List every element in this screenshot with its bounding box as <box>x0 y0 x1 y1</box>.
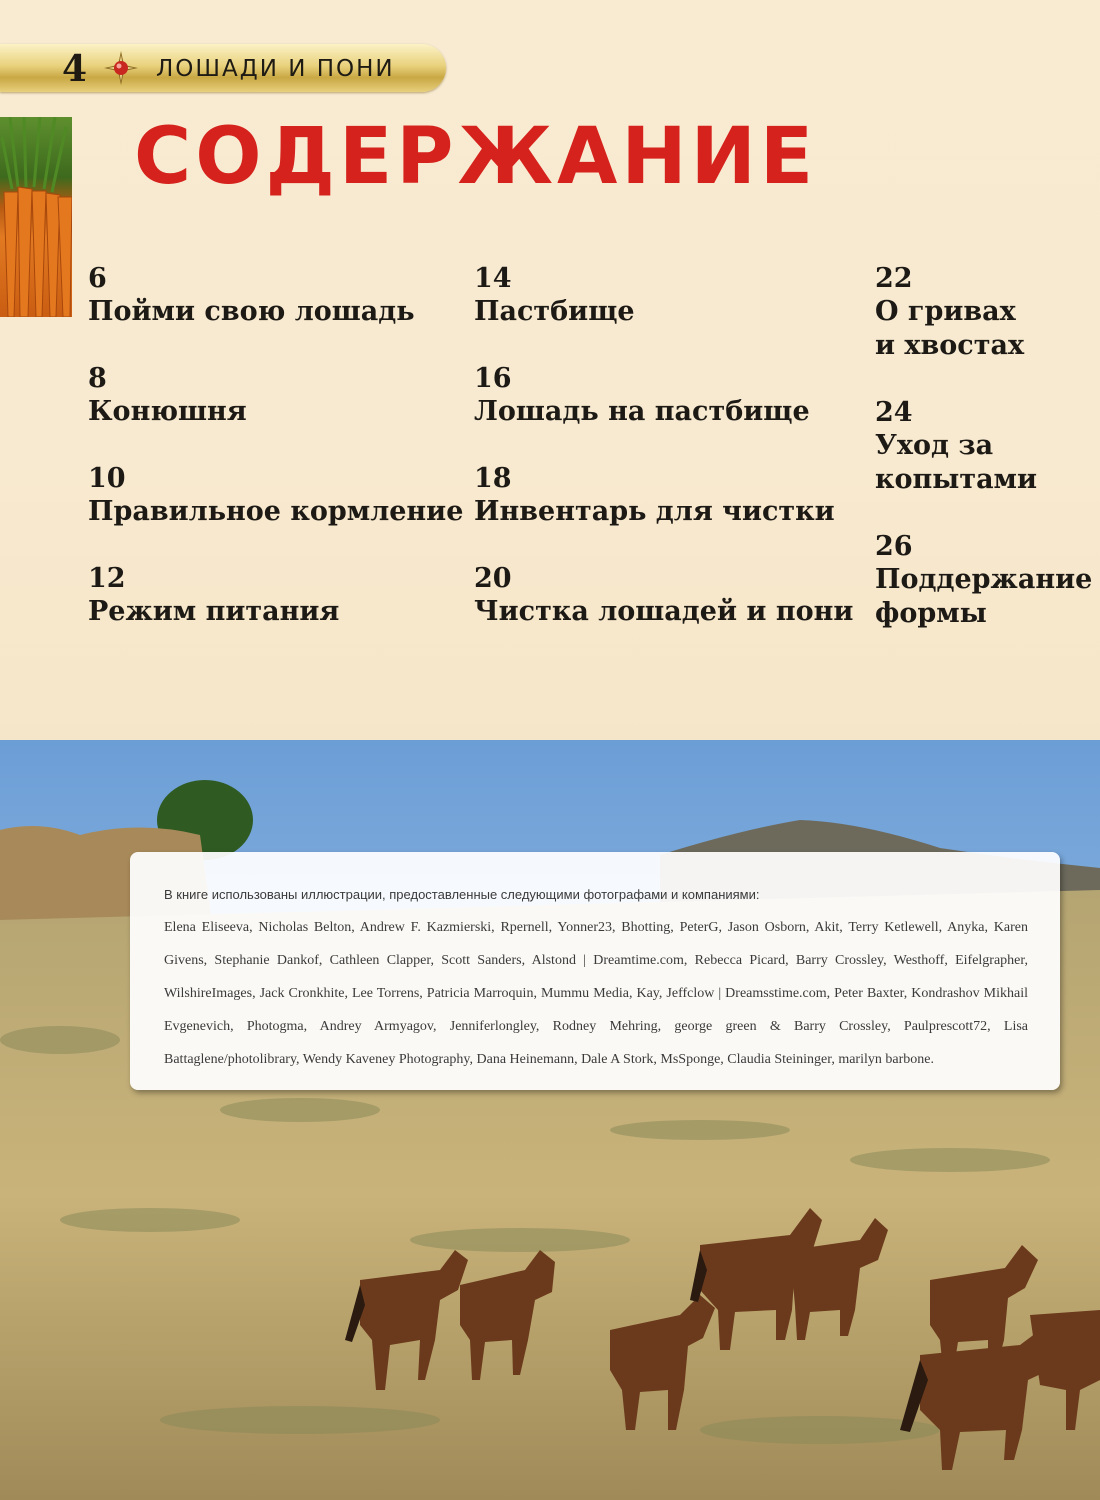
toc-entry[interactable] <box>474 362 853 429</box>
toc-column-1 <box>88 262 463 662</box>
toc-label: Лошадь на пастбище <box>474 396 810 427</box>
toc-label: Чистка лошадей и пони <box>474 596 854 627</box>
carrots-image <box>0 117 72 317</box>
page-number: 4 <box>62 48 88 90</box>
toc-entry[interactable] <box>474 262 853 329</box>
toc-entry[interactable] <box>474 462 853 529</box>
toc-entry[interactable] <box>474 562 853 629</box>
toc-page-number: 12 <box>88 563 126 594</box>
toc-entry[interactable] <box>875 396 1092 497</box>
toc-label: О гривах и хвостах <box>875 296 1025 361</box>
compass-rose-icon <box>103 50 139 86</box>
toc-entry[interactable] <box>875 530 1092 631</box>
toc-label: Пойми свою лошадь <box>88 296 415 327</box>
credits-names: Elena Eliseeva, Nicholas Belton, Andrew F. Kazmierski, Rpernell, Yonner23, Bhotting, PeterG, Jason Osborn, Akit, Terry Ketlewell, Anyka, Karen Givens, Stephanie Dankof, Cathleen Clapper, Scott Sanders, Alstond | Dreamtime.com, Rebecca Picard, Barry Crossley, Westhoff, Eifelgrapher, WilshireImages, Jack Cronkhite, Lee Torrens, Patricia Marroquin, Mummu Media, Kay, Jeffclow | Dreamsstime.com, Peter Baxter, Kondrashov Mikhail Evgenevich, Photogma, Andrey Armyagov, Jenniferlongley, Rodney Mehring, george green & Barry Crossley, Paulprescott72, Lisa Battaglene/photolibrary, Wendy Kaveney Photography, Dana Heinemann, Dale A Stork, MsSponge, Claudia Steininger, marilyn barbone. <box>164 920 1028 1067</box>
toc-page-number: 14 <box>474 263 512 294</box>
toc-label: Режим питания <box>88 596 340 627</box>
toc-entry[interactable] <box>88 362 463 429</box>
toc-page-number: 8 <box>88 363 107 394</box>
toc-page-number: 10 <box>88 463 126 494</box>
toc-page-number: 6 <box>88 263 107 294</box>
toc-entry[interactable] <box>88 462 463 529</box>
toc-entry[interactable] <box>88 562 463 629</box>
toc-page-number: 22 <box>875 263 913 294</box>
toc-page-number: 24 <box>875 397 913 428</box>
toc-entry[interactable] <box>875 262 1092 363</box>
page-title: СОДЕРЖАНИЕ <box>134 112 818 202</box>
toc-label: Уход за копытами <box>875 430 1038 495</box>
section-title: ЛОШАДИ И ПОНИ <box>156 56 395 82</box>
toc-entry[interactable] <box>88 262 463 329</box>
photo-credits-box <box>130 852 1060 1090</box>
toc-page-number: 18 <box>474 463 512 494</box>
toc-column-2 <box>474 262 853 662</box>
toc-label: Правильное кормление <box>88 496 464 527</box>
toc-label: Конюшня <box>88 396 247 427</box>
toc-label: Инвентарь для чистки <box>474 496 835 527</box>
toc-page-number: 20 <box>474 563 512 594</box>
toc-page-number: 16 <box>474 363 512 394</box>
toc-label: Пастбище <box>474 296 635 327</box>
credits-intro: В книге использованы иллюстрации, предоставленные следующими фотографами и компаниями: <box>164 887 760 902</box>
toc-page-number: 26 <box>875 531 913 562</box>
toc-label: Поддержание формы <box>875 564 1093 629</box>
toc-column-3 <box>875 262 1092 664</box>
